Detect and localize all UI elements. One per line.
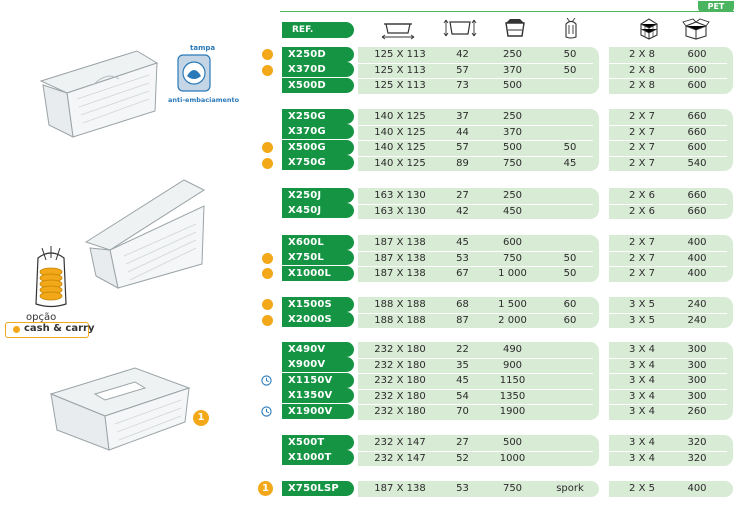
cell-h: 37 <box>456 111 469 122</box>
cell-vol: 500 <box>502 437 523 448</box>
cell-h: 57 <box>456 142 469 153</box>
cell-dim: 187 X 138 <box>374 237 426 248</box>
cell-h: 68 <box>456 299 469 310</box>
cell-qty: 400 <box>687 252 707 264</box>
cell-h: 42 <box>456 49 469 60</box>
cell-pack: 3 X 5 <box>629 314 655 326</box>
cell-c: 45 <box>563 157 577 169</box>
tampa-label: tampa <box>190 44 216 52</box>
container-height-icon <box>442 16 478 40</box>
cell-vol: 370 <box>502 126 523 138</box>
cell-vol: 1 500 <box>498 299 527 310</box>
cell-h: 87 <box>456 314 469 326</box>
cell-qty: 400 <box>687 237 707 248</box>
cash-carry-dot-marker <box>262 142 273 153</box>
cell-vol: 1350 <box>499 390 526 402</box>
cash-carry-dot-marker <box>262 299 273 310</box>
cell-pack: 3 X 4 <box>629 359 655 371</box>
cell-vol: 500 <box>502 142 523 153</box>
cell-pack: 3 X 4 <box>629 437 655 448</box>
cell-c <box>540 404 600 420</box>
cell-vol: 450 <box>502 205 523 217</box>
cell-dim: 163 X 130 <box>374 190 426 201</box>
cell-pack: 2 X 7 <box>629 142 655 153</box>
cell-h: 45 <box>456 375 469 386</box>
cell-pack: 2 X 8 <box>629 80 655 91</box>
cell-pack: 3 X 4 <box>629 375 655 386</box>
cell-pack: 2 X 8 <box>629 49 655 60</box>
spork-badge: 1 <box>193 410 209 426</box>
cash-carry-dot-marker <box>262 65 273 76</box>
cell-vol: 490 <box>502 344 523 355</box>
cell-dim: 188 X 188 <box>374 299 426 310</box>
cell-dim: 232 X 180 <box>374 359 426 371</box>
cell-c <box>540 358 600 374</box>
container-l-illustration <box>80 176 210 296</box>
cell-qty: 320 <box>687 437 707 448</box>
cell-qty: 660 <box>687 205 707 217</box>
product-ref: X600L <box>282 235 354 250</box>
ref-column-header: REF. <box>282 22 354 38</box>
cell-c <box>540 125 600 141</box>
cell-vol: 900 <box>502 359 523 371</box>
product-ref: X750LSP <box>282 481 354 496</box>
product-ref: X370G <box>282 124 354 139</box>
container-volume-icon <box>497 16 533 40</box>
cell-dim: 140 X 125 <box>374 111 426 122</box>
cell-qty: 600 <box>687 64 707 76</box>
cell-c <box>540 204 600 220</box>
cell-vol: 250 <box>502 190 523 201</box>
cash-carry-dot-marker <box>262 253 273 264</box>
cell-pack: 2 X 5 <box>629 483 655 494</box>
cell-dim: 187 X 138 <box>374 483 426 494</box>
cell-dim: 187 X 138 <box>374 268 426 279</box>
cell-c: 50 <box>563 49 577 60</box>
cell-qty: 240 <box>687 299 707 310</box>
cell-pack: 2 X 7 <box>629 111 655 122</box>
carton-icon <box>682 16 710 40</box>
cell-h: 27 <box>456 190 469 201</box>
cell-pack: 2 X 6 <box>629 190 655 201</box>
cell-c: 50 <box>563 268 577 279</box>
cell-dim: 232 X 180 <box>374 390 426 402</box>
product-ref: X900V <box>282 357 354 372</box>
cell-pack: 3 X 5 <box>629 299 655 310</box>
anti-fog-label: anti-embaciamento <box>168 96 240 104</box>
cell-h: 45 <box>456 237 469 248</box>
cell-qty: 660 <box>687 190 707 201</box>
product-ref: X500G <box>282 140 354 155</box>
cell-qty: 540 <box>687 157 707 169</box>
cell-h: 22 <box>456 344 469 355</box>
cell-vol: 750 <box>502 157 523 169</box>
cell-c <box>540 373 600 389</box>
option-label: opção <box>26 312 57 323</box>
cell-dim: 125 X 113 <box>374 80 426 91</box>
cash-carry-dot-marker <box>262 158 273 169</box>
cell-h: 35 <box>456 359 469 371</box>
product-ref: X490V <box>282 342 354 357</box>
cash-carry-dot <box>13 326 20 333</box>
cell-c: 50 <box>563 64 577 76</box>
cutlery-bag-icon <box>561 16 581 40</box>
cell-c <box>540 435 600 451</box>
cash-carry-bag-icon <box>28 246 74 310</box>
cell-pack: 3 X 4 <box>629 406 655 417</box>
product-ref: X500T <box>282 435 354 450</box>
cell-vol: 1 000 <box>498 268 527 279</box>
cell-vol: 500 <box>502 80 523 91</box>
pet-badge: PET <box>698 1 734 12</box>
product-ref: X250J <box>282 188 354 203</box>
cell-dim: 232 X 147 <box>374 437 426 448</box>
cell-vol: 2 000 <box>498 314 527 326</box>
cell-c: 50 <box>563 252 577 264</box>
box-count-icon <box>637 16 661 40</box>
product-ref: X500D <box>282 78 354 93</box>
cell-dim: 125 X 113 <box>374 64 426 76</box>
cell-vol: 1000 <box>499 452 526 464</box>
cell-pack: 2 X 7 <box>629 252 655 264</box>
cell-c: 60 <box>563 299 577 310</box>
product-ref: X1350V <box>282 388 354 403</box>
product-ref: X370D <box>282 62 354 77</box>
cell-dim: 232 X 180 <box>374 406 426 417</box>
cell-vol: 750 <box>502 252 523 264</box>
cell-qty: 300 <box>687 390 707 402</box>
product-ref: X750G <box>282 155 354 170</box>
cell-dim: 188 X 188 <box>374 314 426 326</box>
cell-qty: 300 <box>687 375 707 386</box>
cash-carry-dot-marker <box>262 49 273 60</box>
cell-h: 73 <box>456 80 469 91</box>
cell-c: spork <box>556 483 584 494</box>
cash-carry-dot-marker <box>262 315 273 326</box>
cell-qty: 260 <box>687 406 707 417</box>
cell-vol: 1150 <box>499 375 526 386</box>
cell-c <box>540 235 600 251</box>
cell-h: 44 <box>456 126 469 138</box>
cell-qty: 300 <box>687 359 707 371</box>
cell-h: 53 <box>456 252 469 264</box>
cell-pack: 2 X 6 <box>629 205 655 217</box>
cell-pack: 3 X 4 <box>629 452 655 464</box>
container-d-illustration <box>37 41 169 141</box>
clock-icon <box>261 406 272 417</box>
header-rule <box>280 11 734 12</box>
cell-vol: 370 <box>502 64 523 76</box>
cell-qty: 320 <box>687 452 707 464</box>
product-ref: X1000T <box>282 450 354 465</box>
cell-dim: 187 X 138 <box>374 252 426 264</box>
cell-pack: 3 X 4 <box>629 390 655 402</box>
cell-qty: 660 <box>687 111 707 122</box>
cell-dim: 140 X 125 <box>374 157 426 169</box>
cell-qty: 240 <box>687 314 707 326</box>
spork-number-badge: 1 <box>258 481 273 496</box>
product-ref: X1000L <box>282 266 354 281</box>
cell-h: 70 <box>456 406 469 417</box>
cell-dim: 125 X 113 <box>374 49 426 60</box>
anti-fog-lid-icon <box>177 54 211 92</box>
cell-dim: 140 X 125 <box>374 142 426 153</box>
cell-qty: 600 <box>687 142 707 153</box>
cell-c <box>540 451 600 467</box>
cell-c: 50 <box>563 142 577 153</box>
product-ref: X450J <box>282 203 354 218</box>
cell-pack: 2 X 7 <box>629 126 655 138</box>
cell-qty: 400 <box>687 268 707 279</box>
cell-c <box>540 109 600 125</box>
product-ref: X1150V <box>282 373 354 388</box>
cell-h: 67 <box>456 268 469 279</box>
cell-qty: 400 <box>687 483 707 494</box>
product-ref: X250G <box>282 109 354 124</box>
product-ref: X2000S <box>282 312 354 327</box>
cell-vol: 250 <box>502 111 523 122</box>
cell-qty: 600 <box>687 80 707 91</box>
cell-dim: 232 X 180 <box>374 344 426 355</box>
cell-vol: 600 <box>502 237 523 248</box>
cell-pack: 3 X 4 <box>629 344 655 355</box>
cell-h: 42 <box>456 205 469 217</box>
cell-qty: 660 <box>687 126 707 138</box>
product-ref: X750L <box>282 250 354 265</box>
product-ref: X1500S <box>282 297 354 312</box>
cell-h: 52 <box>456 452 469 464</box>
cell-vol: 1900 <box>499 406 526 417</box>
cell-pack: 2 X 7 <box>629 237 655 248</box>
cell-h: 54 <box>456 390 469 402</box>
cell-c: 60 <box>563 314 577 326</box>
product-ref: X1900V <box>282 404 354 419</box>
cell-c <box>540 342 600 358</box>
cell-vol: 750 <box>502 483 523 494</box>
cell-dim: 232 X 180 <box>374 375 426 386</box>
cell-c <box>540 389 600 405</box>
container-v-illustration <box>45 364 195 454</box>
cell-vol: 250 <box>502 49 523 60</box>
cell-pack: 2 X 7 <box>629 157 655 169</box>
cell-pack: 2 X 7 <box>629 268 655 279</box>
cell-c <box>540 78 600 94</box>
cell-h: 89 <box>456 157 469 169</box>
cell-c <box>540 188 600 204</box>
cash-carry-dot-marker <box>262 268 273 279</box>
cell-dim: 163 X 130 <box>374 205 426 217</box>
cell-qty: 300 <box>687 344 707 355</box>
cell-qty: 600 <box>687 49 707 60</box>
cash-carry-label: cash & carry <box>24 323 95 334</box>
cell-h: 53 <box>456 483 469 494</box>
clock-icon <box>261 375 272 386</box>
cell-dim: 232 X 147 <box>374 452 426 464</box>
cell-h: 27 <box>456 437 469 448</box>
product-ref: X250D <box>282 47 354 62</box>
cell-dim: 140 X 125 <box>374 126 426 138</box>
container-length-icon <box>380 16 416 40</box>
cell-h: 57 <box>456 64 469 76</box>
cell-pack: 2 X 8 <box>629 64 655 76</box>
